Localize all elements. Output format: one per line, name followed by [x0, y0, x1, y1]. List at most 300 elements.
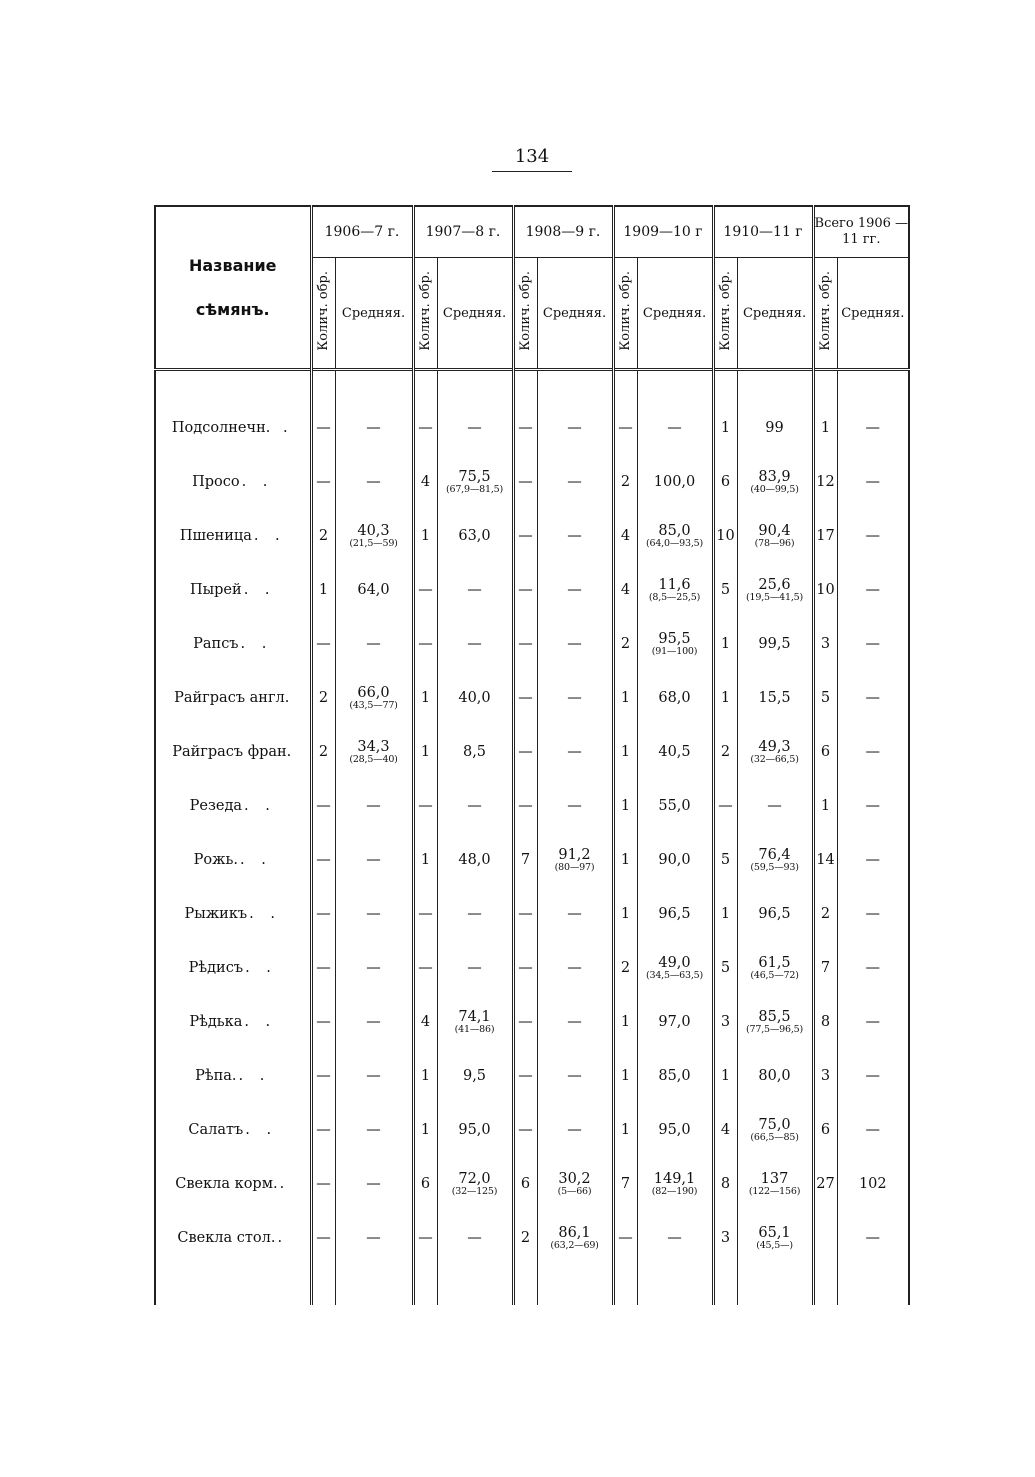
- count-cell: 7: [513, 833, 537, 887]
- count-cell: 4: [613, 509, 637, 563]
- average-cell: [437, 455, 513, 509]
- count-cell: 1: [813, 401, 837, 455]
- average-cell: [637, 671, 713, 725]
- count-cell: —: [311, 995, 335, 1049]
- average-value: —: [567, 636, 582, 652]
- count-cell: 17: [813, 509, 837, 563]
- count-cell: 6: [813, 1103, 837, 1157]
- average-value: 48,0: [458, 852, 491, 868]
- count-cell: —: [311, 617, 335, 671]
- average-cell: [437, 563, 513, 617]
- table-row: [155, 887, 909, 941]
- spacer-cell: [713, 1265, 737, 1305]
- average-cell: [837, 833, 909, 887]
- average-value: 149,1: [653, 1171, 696, 1187]
- count-cell: —: [513, 941, 537, 995]
- average-cell: [537, 887, 613, 941]
- average-value: —: [567, 528, 582, 544]
- count-subheader-label: Колич. обр.: [818, 271, 834, 351]
- count-cell: 4: [613, 563, 637, 617]
- average-cell: [437, 509, 513, 563]
- count-cell: —: [513, 509, 537, 563]
- count-cell: 1: [413, 509, 437, 563]
- average-range: (28,5—40): [349, 754, 398, 765]
- average-range: (122—156): [748, 1186, 801, 1197]
- average-cell: [335, 725, 413, 779]
- average-value: —: [865, 528, 881, 544]
- average-value: 75,5: [458, 469, 491, 485]
- seed-name: Подсолнечн.: [171, 420, 271, 436]
- header-separator-cell: [155, 370, 311, 382]
- spacer-cell: [813, 381, 837, 401]
- count-subheader-label: Колич. обр.: [316, 271, 331, 351]
- count-cell: —: [513, 671, 537, 725]
- average-range: (8,5—25,5): [648, 592, 701, 603]
- table-row: [155, 401, 909, 455]
- count-cell: 7: [613, 1157, 637, 1211]
- count-cell: 5: [813, 671, 837, 725]
- count-cell: 4: [413, 455, 437, 509]
- spacer-cell: [737, 381, 813, 401]
- average-cell: [537, 671, 613, 725]
- average-value: —: [366, 1014, 381, 1030]
- average-cell: [837, 617, 909, 671]
- average-value: 8,5: [462, 744, 487, 760]
- leader-dots: . .: [240, 852, 272, 868]
- seed-name: Просо: [192, 474, 240, 490]
- spacer-cell: [335, 1265, 413, 1305]
- count-cell: —: [413, 563, 437, 617]
- average-value: —: [865, 1230, 881, 1246]
- average-cell: [837, 1103, 909, 1157]
- average-subheader: Средняя.: [335, 258, 413, 370]
- count-cell: 8: [713, 1157, 737, 1211]
- header-separator-cell: [737, 370, 813, 382]
- average-range: (64,0—93,5): [645, 538, 704, 549]
- count-cell: 2: [613, 941, 637, 995]
- average-cell: [737, 455, 813, 509]
- count-subheader-label: Колич. обр.: [618, 271, 633, 351]
- leader-dots: . .: [244, 1014, 277, 1030]
- average-subheader: Средняя.: [737, 258, 813, 370]
- average-value: 9,5: [462, 1068, 487, 1084]
- header-separator-cell: [335, 370, 413, 382]
- average-cell: [335, 401, 413, 455]
- header-separator-cell: [513, 370, 537, 382]
- average-value: —: [366, 420, 381, 436]
- average-value: —: [865, 1068, 881, 1084]
- year-header-1908: 1908—9 г.: [513, 206, 613, 258]
- average-value: —: [865, 1122, 881, 1138]
- count-cell: 2: [311, 725, 335, 779]
- spacer-cell: [637, 381, 713, 401]
- year-header-1906: 1906—7 г.: [311, 206, 413, 258]
- average-value: —: [366, 636, 381, 652]
- table-row: [155, 563, 909, 617]
- count-cell: 1: [413, 725, 437, 779]
- average-value: 55,0: [658, 798, 691, 814]
- average-cell: [637, 1211, 713, 1265]
- seed-name-cell: [155, 1049, 311, 1103]
- average-range: (91—100): [651, 646, 698, 657]
- count-cell: 6: [413, 1157, 437, 1211]
- average-cell: [637, 995, 713, 1049]
- count-cell: 3: [713, 1211, 737, 1265]
- count-cell: 4: [713, 1103, 737, 1157]
- seed-name-cell: [155, 455, 311, 509]
- average-cell: [637, 617, 713, 671]
- average-cell: [335, 1211, 413, 1265]
- average-cell: [737, 563, 813, 617]
- average-value: 75,0: [758, 1117, 791, 1133]
- average-cell: [437, 401, 513, 455]
- count-cell: —: [513, 1103, 537, 1157]
- count-cell: —: [413, 941, 437, 995]
- average-cell: [335, 995, 413, 1049]
- seed-name: Пшеница: [179, 528, 252, 544]
- seed-name: Резеда: [189, 798, 243, 814]
- average-subheader: Средняя.: [537, 258, 613, 370]
- table-row: [155, 455, 909, 509]
- average-value: 102: [858, 1176, 887, 1192]
- table-row: [155, 617, 909, 671]
- count-cell: 1: [713, 617, 737, 671]
- average-value: —: [865, 690, 881, 706]
- average-value: —: [467, 960, 482, 976]
- average-cell: [335, 833, 413, 887]
- average-cell: [335, 941, 413, 995]
- average-cell: [437, 1211, 513, 1265]
- average-cell: [837, 671, 909, 725]
- count-subheader-label: Колич. обр.: [718, 271, 734, 351]
- average-value: —: [567, 1068, 582, 1084]
- average-value: —: [366, 960, 381, 976]
- average-cell: [335, 779, 413, 833]
- average-cell: [637, 401, 713, 455]
- average-value: 90,0: [658, 852, 691, 868]
- count-cell: 14: [813, 833, 837, 887]
- count-cell: 5: [713, 833, 737, 887]
- average-cell: [437, 1103, 513, 1157]
- seed-name-cell: [155, 941, 311, 995]
- average-range: (82—190): [651, 1186, 698, 1197]
- average-value: 49,3: [758, 739, 791, 755]
- average-value: —: [667, 1230, 682, 1246]
- average-cell: [537, 1103, 613, 1157]
- count-cell: 1: [713, 671, 737, 725]
- average-cell: [637, 455, 713, 509]
- average-range: (5—66): [557, 1186, 592, 1197]
- average-value: —: [865, 906, 881, 922]
- average-cell: [437, 725, 513, 779]
- average-value: —: [865, 744, 881, 760]
- table-body: [155, 381, 909, 1305]
- average-value: 95,5: [658, 631, 691, 647]
- spacer-cell: [637, 1265, 713, 1305]
- leader-dots: . .: [240, 636, 273, 652]
- count-cell: 4: [413, 995, 437, 1049]
- average-range: (67,9—81,5): [445, 484, 504, 495]
- average-cell: [537, 1211, 613, 1265]
- average-cell: [537, 941, 613, 995]
- seed-name-cell: [155, 1103, 311, 1157]
- average-cell: [837, 1049, 909, 1103]
- header-separator-cell: [613, 370, 637, 382]
- count-cell: 1: [613, 887, 637, 941]
- seed-name-cell: [155, 995, 311, 1049]
- count-cell: 1: [613, 1049, 637, 1103]
- count-cell: —: [413, 401, 437, 455]
- count-cell: [813, 1211, 837, 1265]
- average-cell: [537, 995, 613, 1049]
- seed-name: Рожь.: [193, 852, 238, 868]
- average-cell: [335, 887, 413, 941]
- count-cell: —: [311, 1103, 335, 1157]
- average-value: 99,5: [758, 636, 791, 652]
- leader-dots: . .: [245, 960, 277, 976]
- average-cell: [437, 833, 513, 887]
- seed-name: Рѣпа.: [195, 1068, 237, 1084]
- seed-name-cell: [155, 1157, 311, 1211]
- average-cell: [437, 671, 513, 725]
- average-cell: [437, 995, 513, 1049]
- average-range: (45,5—): [756, 1240, 793, 1251]
- average-value: —: [865, 1014, 881, 1030]
- count-cell: —: [513, 617, 537, 671]
- average-value: 68,0: [658, 690, 691, 706]
- average-range: (77,5—96,5): [746, 1024, 804, 1035]
- average-range: (40—99,5): [750, 484, 799, 495]
- average-cell: [335, 1157, 413, 1211]
- average-cell: [837, 401, 909, 455]
- count-cell: 1: [311, 563, 335, 617]
- average-value: —: [467, 906, 482, 922]
- average-cell: [637, 779, 713, 833]
- average-value: —: [865, 960, 881, 976]
- count-cell: 6: [813, 725, 837, 779]
- average-value: 99: [765, 420, 784, 436]
- average-value: 86,1: [558, 1225, 591, 1241]
- average-cell: [637, 725, 713, 779]
- average-value: —: [865, 582, 881, 598]
- seed-name-cell: [155, 887, 311, 941]
- average-value: —: [366, 474, 381, 490]
- average-range: (19,5—41,5): [746, 592, 804, 603]
- count-cell: —: [311, 887, 335, 941]
- average-value: 66,0: [357, 685, 390, 701]
- seed-name: Рѣдисъ: [188, 960, 244, 976]
- average-cell: [737, 1103, 813, 1157]
- average-cell: [537, 617, 613, 671]
- average-cell: [737, 671, 813, 725]
- average-cell: [737, 1211, 813, 1265]
- average-cell: [737, 995, 813, 1049]
- table-row: [155, 671, 909, 725]
- count-cell: 1: [713, 401, 737, 455]
- average-range: (21,5—59): [349, 538, 398, 549]
- average-cell: [637, 941, 713, 995]
- count-cell: —: [513, 779, 537, 833]
- average-value: 40,3: [357, 523, 390, 539]
- seed-name: Салатъ: [188, 1122, 244, 1138]
- spacer-cell: [155, 1265, 311, 1305]
- average-cell: [837, 455, 909, 509]
- average-value: —: [567, 960, 582, 976]
- spacer-cell: [311, 381, 335, 401]
- average-cell: [437, 1049, 513, 1103]
- average-value: —: [865, 420, 881, 436]
- average-subheader: Средняя.: [437, 258, 513, 370]
- average-value: 91,2: [558, 847, 591, 863]
- spacer-cell: [311, 1265, 335, 1305]
- leader-dots: . .: [238, 1068, 271, 1084]
- seed-name: Райграсъ фран.: [172, 744, 292, 760]
- average-value: 85,0: [658, 1068, 691, 1084]
- seed-name: Пырей: [189, 582, 242, 598]
- count-cell: 6: [713, 455, 737, 509]
- count-subheader: [513, 258, 537, 370]
- count-cell: —: [513, 401, 537, 455]
- seed-name: Рѣдька: [189, 1014, 243, 1030]
- leader-dots: .: [277, 1230, 289, 1246]
- table-row: [155, 833, 909, 887]
- average-value: —: [366, 1068, 381, 1084]
- average-cell: [437, 617, 513, 671]
- count-cell: 1: [413, 833, 437, 887]
- count-subheader: [613, 258, 637, 370]
- leader-dots: . .: [253, 528, 286, 544]
- leader-dots: .: [279, 1176, 291, 1192]
- average-value: —: [567, 1014, 582, 1030]
- spacer-cell: [513, 381, 537, 401]
- average-cell: [637, 1103, 713, 1157]
- average-value: —: [567, 690, 582, 706]
- count-cell: 7: [813, 941, 837, 995]
- count-cell: 1: [613, 995, 637, 1049]
- average-value: —: [467, 636, 482, 652]
- average-value: 85,5: [758, 1009, 791, 1025]
- average-value: 64,0: [357, 582, 390, 598]
- average-value: 76,4: [758, 847, 791, 863]
- average-subheader: Средняя.: [837, 258, 909, 370]
- seed-name-cell: [155, 779, 311, 833]
- count-cell: 3: [813, 1049, 837, 1103]
- average-cell: [537, 725, 613, 779]
- count-cell: 27: [813, 1157, 837, 1211]
- spacer-cell: [613, 1265, 637, 1305]
- count-subheader: [813, 258, 837, 370]
- header-separator-cell: [813, 370, 837, 382]
- average-cell: [537, 1049, 613, 1103]
- count-cell: —: [311, 779, 335, 833]
- header-separator-cell: [537, 370, 613, 382]
- average-cell: [437, 941, 513, 995]
- average-value: 63,0: [458, 528, 491, 544]
- count-cell: —: [311, 1157, 335, 1211]
- spacer-row: [155, 1265, 909, 1305]
- average-cell: [537, 779, 613, 833]
- header-separator-cell: [637, 370, 713, 382]
- average-cell: [637, 833, 713, 887]
- page-number: 134: [514, 146, 550, 167]
- average-value: —: [366, 906, 381, 922]
- average-cell: [837, 995, 909, 1049]
- count-cell: 12: [813, 455, 837, 509]
- average-cell: [637, 887, 713, 941]
- average-value: —: [467, 420, 482, 436]
- count-cell: 1: [413, 1103, 437, 1157]
- average-cell: [637, 563, 713, 617]
- average-range: (32—66,5): [750, 754, 799, 765]
- average-range: (59,5—93): [750, 862, 799, 873]
- count-cell: —: [513, 563, 537, 617]
- average-value: 74,1: [458, 1009, 491, 1025]
- spacer-cell: [413, 1265, 437, 1305]
- average-cell: [537, 1157, 613, 1211]
- table-row: [155, 1049, 909, 1103]
- average-cell: [837, 779, 909, 833]
- average-value: —: [865, 852, 881, 868]
- average-range: (78—96): [754, 538, 795, 549]
- count-cell: —: [513, 725, 537, 779]
- count-subheader: [413, 258, 437, 370]
- average-value: 96,5: [758, 906, 791, 922]
- spacer-cell: [613, 381, 637, 401]
- count-cell: 2: [311, 671, 335, 725]
- header-separator-cell: [413, 370, 437, 382]
- count-cell: —: [413, 617, 437, 671]
- header-separator-cell: [437, 370, 513, 382]
- average-cell: [737, 617, 813, 671]
- seed-name-cell: [155, 401, 311, 455]
- average-subheader: Средняя.: [637, 258, 713, 370]
- spacer-cell: [155, 381, 311, 401]
- average-cell: [737, 941, 813, 995]
- seed-name-cell: [155, 833, 311, 887]
- average-cell: [335, 617, 413, 671]
- average-range: (63,2—69): [550, 1240, 599, 1251]
- spacer-cell: [713, 381, 737, 401]
- average-cell: [737, 725, 813, 779]
- count-cell: 1: [613, 833, 637, 887]
- spacer-row: [155, 381, 909, 401]
- count-subheader: [311, 258, 335, 370]
- year-header-1910: 1910—11 г: [713, 206, 813, 258]
- average-cell: [437, 1157, 513, 1211]
- seed-name-cell: [155, 671, 311, 725]
- average-value: —: [567, 582, 582, 598]
- table-row: [155, 1211, 909, 1265]
- count-cell: 1: [613, 1103, 637, 1157]
- year-header-total: Всего 1906 —11 гг.: [813, 206, 909, 258]
- average-value: —: [667, 420, 682, 436]
- average-cell: [737, 1157, 813, 1211]
- count-cell: —: [413, 779, 437, 833]
- leader-dots: .: [272, 420, 294, 436]
- average-value: —: [567, 744, 582, 760]
- average-value: —: [865, 474, 881, 490]
- seed-name: Райграсъ англ.: [174, 690, 290, 706]
- average-value: —: [767, 798, 782, 814]
- spacer-cell: [837, 1265, 909, 1305]
- count-cell: 2: [813, 887, 837, 941]
- average-value: —: [366, 1122, 381, 1138]
- count-cell: —: [311, 941, 335, 995]
- count-cell: —: [613, 1211, 637, 1265]
- seed-name: Свекла корм.: [175, 1176, 278, 1192]
- year-header-1907: 1907—8 г.: [413, 206, 513, 258]
- average-value: 72,0: [458, 1171, 491, 1187]
